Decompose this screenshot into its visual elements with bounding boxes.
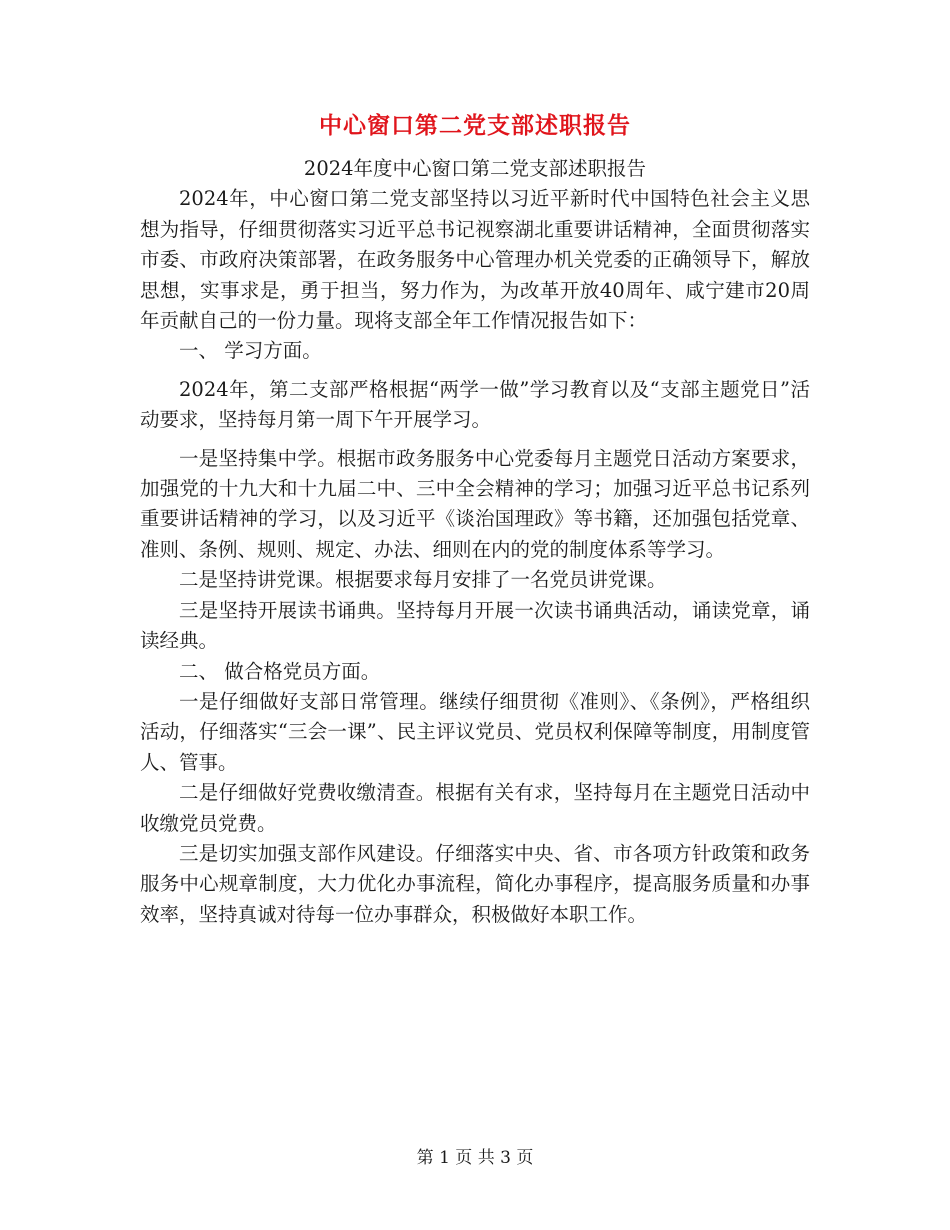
study-item-3-paragraph: 三是坚持开展读书诵典。坚持每月开展一次读书诵典活动，诵读党章，诵读经典。 bbox=[140, 598, 810, 653]
intro-paragraph: 2024年，中心窗口第二党支部坚持以习近平新时代中国特色社会主义思想为指导，仔细贯彻落实习近平总书记视察湖北重要讲话精神，全面贯彻落实市委、市政府决策部署，在政务服务中心管理办机关党委的正确领导下，解放思想，实事求是，勇于担当，努力作为，为改革开放40周年、咸宁建市20周年贡献自己的一份力量。现将支部全年工作情况报告如下： bbox=[140, 187, 810, 333]
section-heading-member: 二、 做合格党员方面。 bbox=[179, 659, 381, 683]
section-heading-study: 一、 学习方面。 bbox=[179, 339, 322, 363]
document-body bbox=[140, 154, 810, 930]
study-item-2-paragraph: 二是坚持讲党课。根据要求每月安排了一名党员讲党课。 bbox=[179, 568, 667, 592]
subtitle-paragraph: 2024年度中心窗口第二党支部述职报告 bbox=[303, 157, 647, 180]
document-title: 中心窗口第二党支部述职报告 bbox=[319, 112, 631, 139]
study-overview-paragraph: 2024年，第二支部严格根据“两学一做”学习教育以及“支部主题党日”活动要求，坚持每月第一周下午开展学习。 bbox=[140, 377, 810, 432]
member-item-1-paragraph: 一是仔细做好支部日常管理。继续仔细贯彻《准则》、《条例》，严格组织活动，仔细落实“三会一课”、民主评议党员、党员权利保障等制度，用制度管人、管事。 bbox=[140, 689, 810, 774]
study-item-1-paragraph: 一是坚持集中学。根据市政务服务中心党委每月主题党日活动方案要求，加强党的十九大和十九届二中、三中全会精神的学习；加强习近平总书记系列重要讲话精神的学习，以及习近平《谈治国理政》等书籍，还加强包括党章、准则、条例、规则、规定、办法、细则在内的党的制度体系等学习。 bbox=[140, 446, 810, 561]
page-number-footer: 第 1 页 共 3 页 bbox=[416, 1148, 534, 1168]
member-item-3-paragraph: 三是切实加强支部作风建设。仔细落实中央、省、市各项方针政策和政务服务中心规章制度，大力优化办事流程，简化办事程序，提高服务质量和办事效率，坚持真诚对待每一位办事群众，积极做好本职工作。 bbox=[140, 841, 810, 926]
member-item-2-paragraph: 二是仔细做好党费收缴清查。根据有关有求，坚持每月在主题党日活动中收缴党员党费。 bbox=[140, 781, 810, 835]
